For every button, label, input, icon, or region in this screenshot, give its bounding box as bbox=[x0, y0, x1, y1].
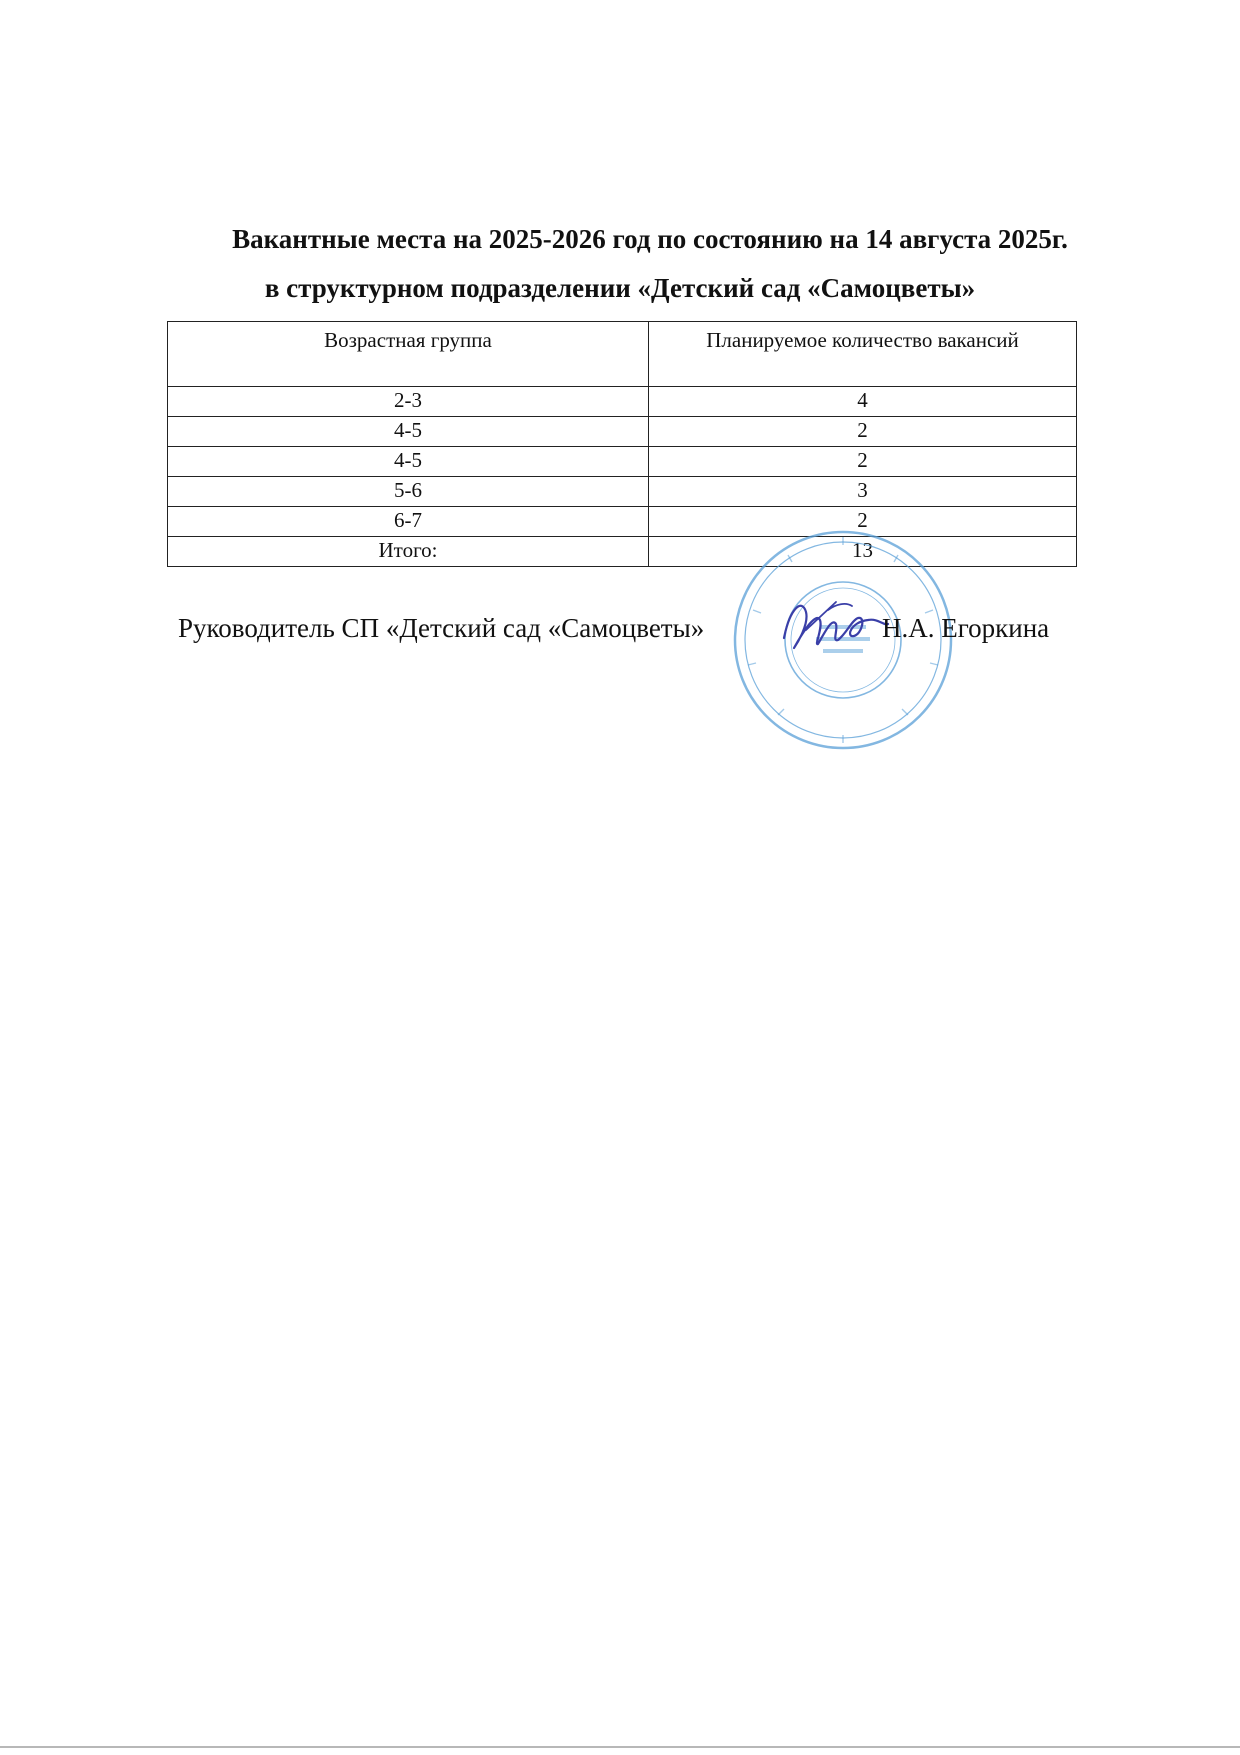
vacancies-cell: 3 bbox=[649, 477, 1077, 507]
total-value-cell: 13 bbox=[649, 537, 1077, 567]
age-group-cell: 4-5 bbox=[168, 447, 649, 477]
table-header-row bbox=[168, 322, 1077, 387]
signatory-position: Руководитель СП «Детский сад «Самоцветы» bbox=[178, 613, 705, 643]
signature-icon bbox=[776, 590, 896, 665]
header-planned-vacancies: Планируемое количество вакансий bbox=[649, 322, 1077, 387]
age-group-cell: 6-7 bbox=[168, 507, 649, 537]
signatory-name: Н.А. Егоркина bbox=[882, 613, 1050, 643]
document-title: Вакантные места на 2025-2026 год по состоянию на 14 августа 2025г. bbox=[232, 224, 1068, 254]
vacancies-cell: 4 bbox=[649, 387, 1077, 417]
scan-edge-divider bbox=[0, 1746, 1240, 1748]
table-row bbox=[168, 417, 1077, 447]
header-age-group: Возрастная группа bbox=[168, 322, 649, 387]
vacancies-cell: 2 bbox=[649, 447, 1077, 477]
age-group-cell: 2-3 bbox=[168, 387, 649, 417]
table-row bbox=[168, 447, 1077, 477]
total-label-cell: Итого: bbox=[168, 537, 649, 567]
table-row bbox=[168, 387, 1077, 417]
vacancies-cell: 2 bbox=[649, 507, 1077, 537]
vacancies-cell: 2 bbox=[649, 417, 1077, 447]
document-subtitle: в структурном подразделении «Детский сад «Самоцветы» bbox=[264, 273, 976, 303]
age-group-cell: 5-6 bbox=[168, 477, 649, 507]
age-group-cell: 4-5 bbox=[168, 417, 649, 447]
table-row bbox=[168, 477, 1077, 507]
